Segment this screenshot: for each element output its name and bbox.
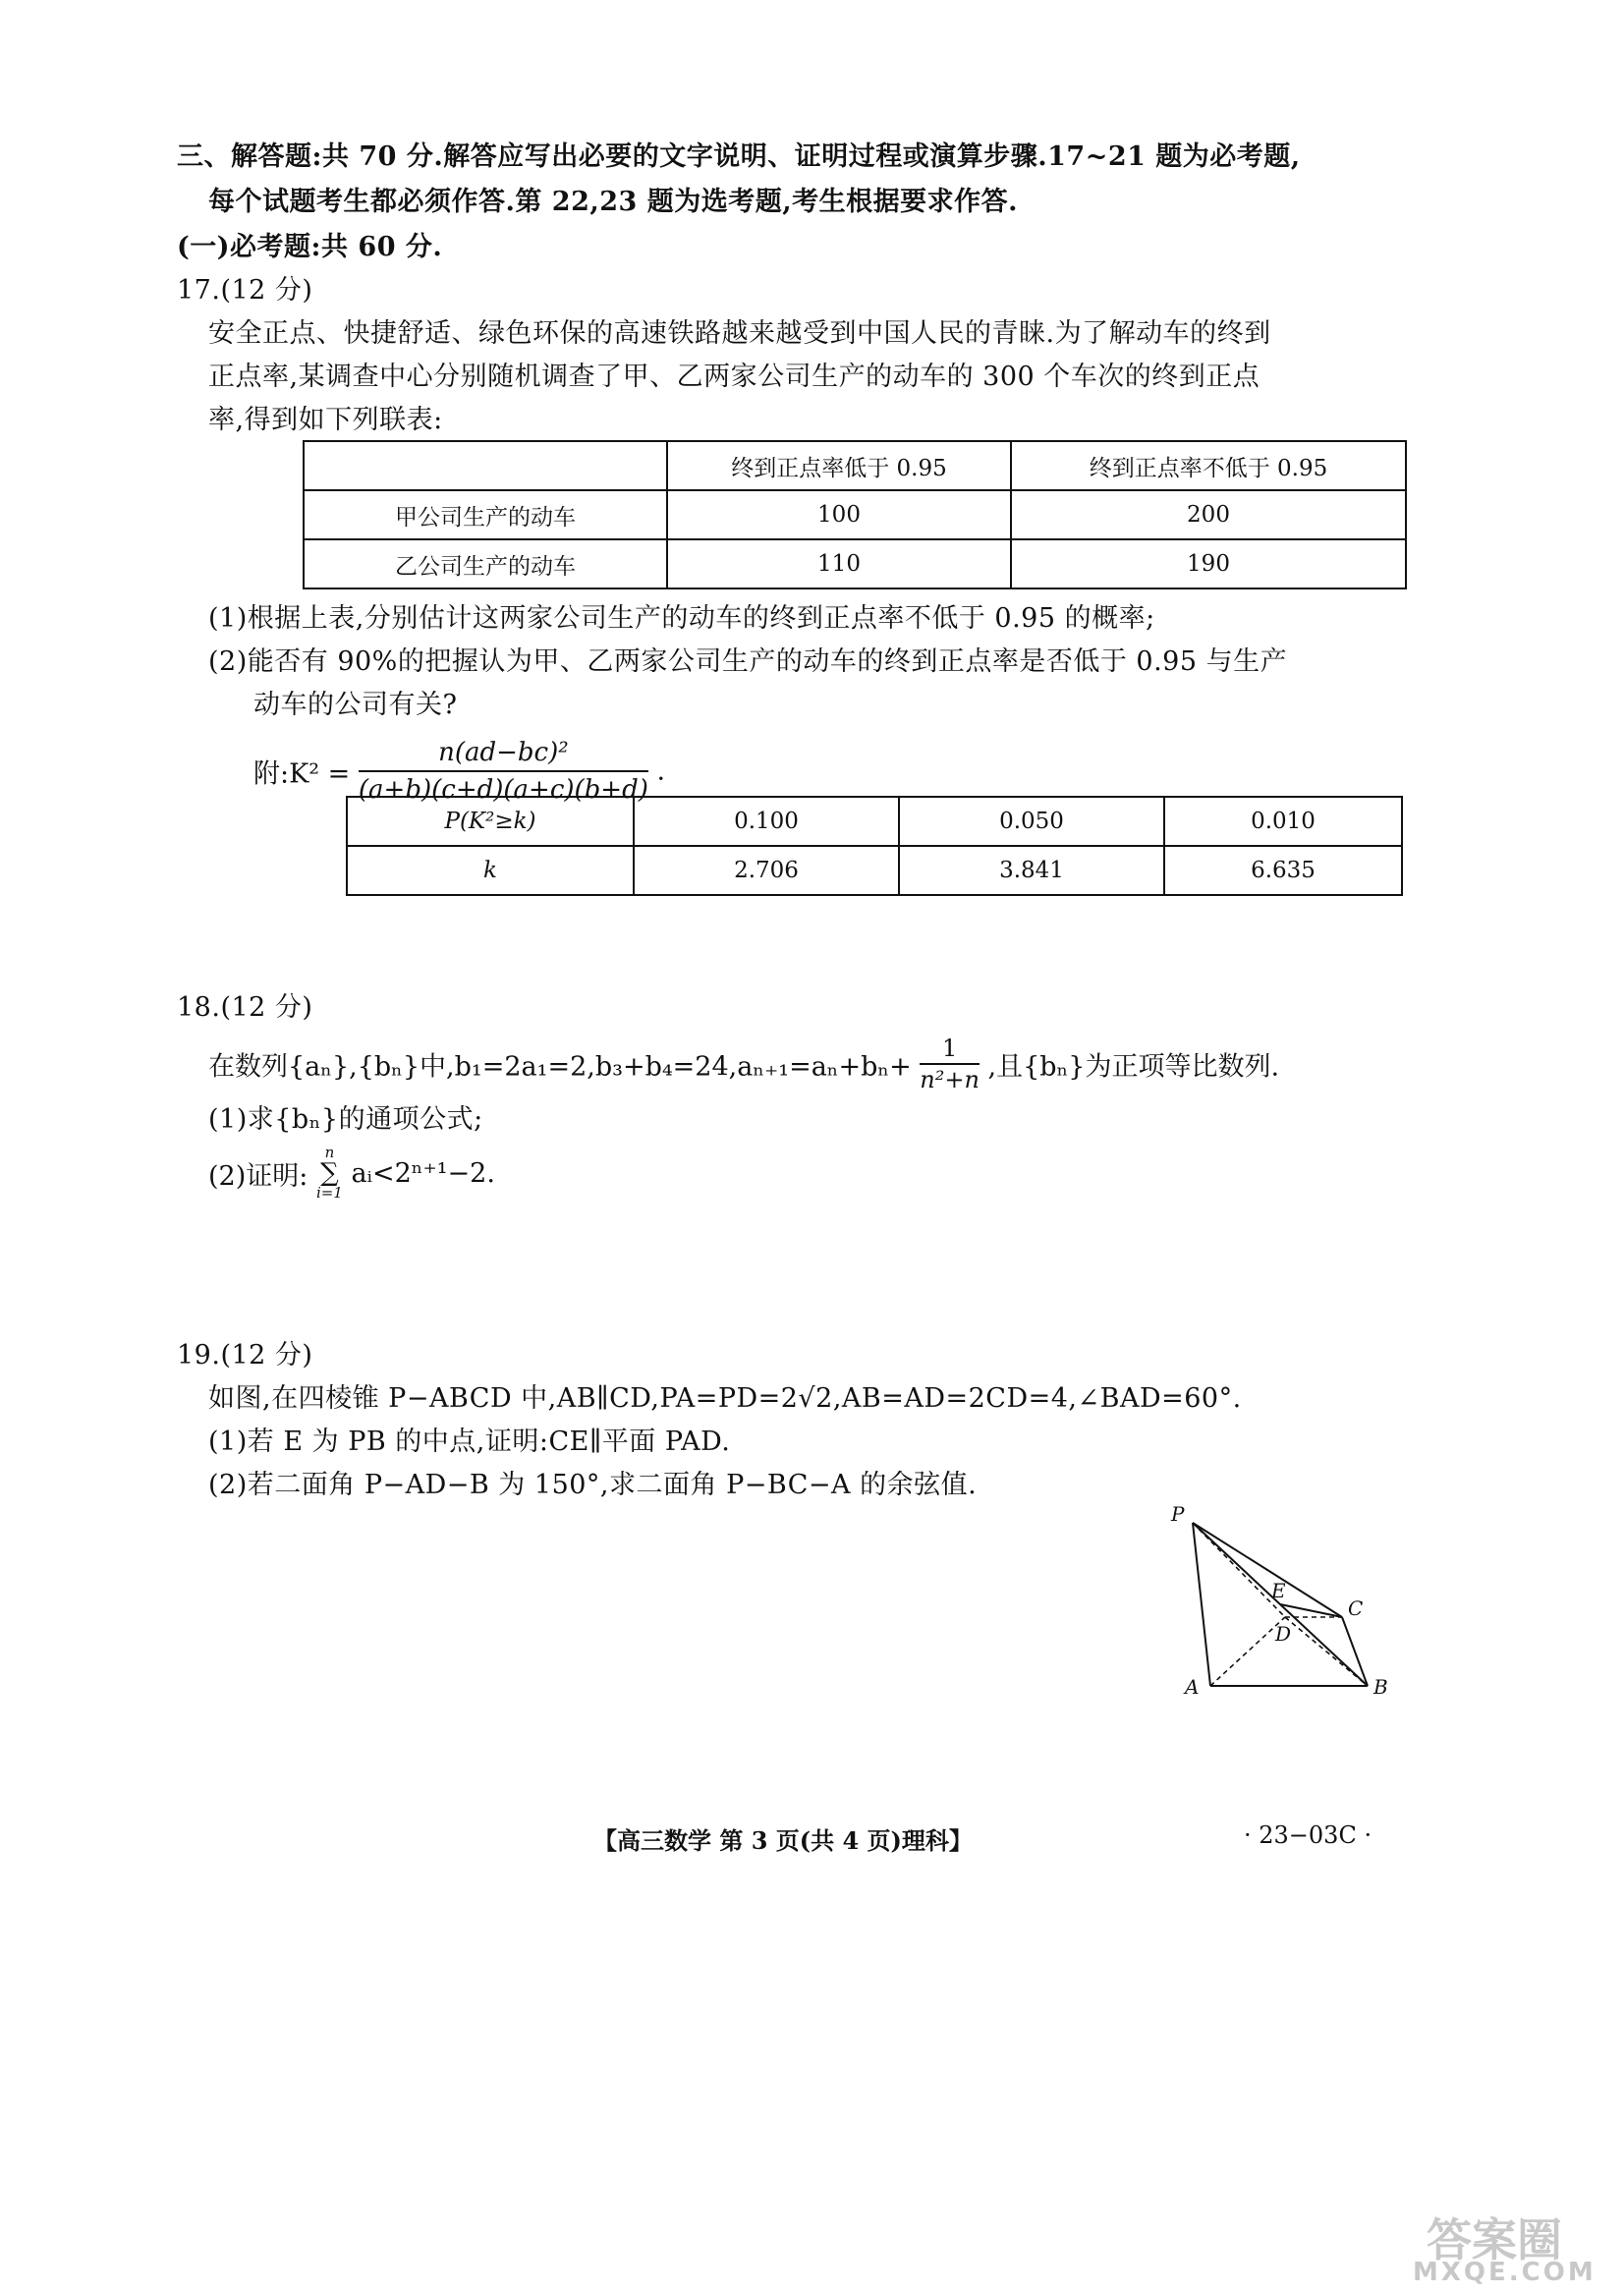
table-header-cell: 终到正点率不低于 0.95: [1011, 441, 1406, 490]
table-row: [304, 441, 1406, 490]
q17-intro-line1: 安全正点、快捷舒适、绿色环保的高速铁路越来越受到中国人民的青睐.为了解动车的终到: [208, 318, 1271, 349]
watermark-url: MXQE.COM: [1413, 2258, 1596, 2287]
q18-part2: [208, 1146, 495, 1224]
formula-denominator: (a+b)(c+d)(a+c)(b+d): [358, 775, 648, 805]
formula-numerator: n(ad−bc)²: [359, 735, 648, 772]
q17-part2-line2: 动车的公司有关?: [253, 690, 458, 720]
summation: [316, 1146, 343, 1201]
watermark-logo: 答案圈: [1427, 2213, 1562, 2267]
sum-symbol: ∑: [320, 1158, 339, 1188]
table-header-cell: 终到正点率低于 0.95: [667, 441, 1011, 490]
q19-number: 19.(12 分): [177, 1340, 313, 1371]
section-header-line1: 三、解答题:共 70 分.解答应写出必要的文字说明、证明过程或演算步骤.17~21 题为必考题,: [177, 141, 1301, 172]
q19-stem: 如图,在四棱锥 P−ABCD 中,AB∥CD,PA=PD=2√2,AB=AD=2CD=4,∠BAD=60°.: [208, 1383, 1242, 1414]
q18-stem-part-a: 在数列{aₙ},{bₙ}中,b₁=2a₁=2,b₃+b₄=24,aₙ₊₁=aₙ+bₙ+: [208, 1051, 912, 1083]
formula-label: 附:K² =: [253, 758, 351, 790]
sum-lower: i=1: [315, 1184, 343, 1202]
q18-number: 18.(12 分): [177, 992, 313, 1023]
table-cell: P(K²≥k): [347, 797, 634, 846]
q17-intro-line3: 率,得到如下列联表:: [208, 405, 443, 435]
pyramid-figure: [1159, 1493, 1425, 1709]
table-cell: 200: [1011, 490, 1406, 539]
q18-fraction: [920, 1034, 980, 1094]
label-C: C: [1348, 1596, 1364, 1620]
table-row: [347, 797, 1402, 846]
q18-part2-rest: aᵢ<2ⁿ⁺¹−2.: [351, 1157, 495, 1189]
label-A: A: [1185, 1675, 1200, 1699]
sum-upper: n: [324, 1144, 335, 1161]
table-cell: 0.010: [1164, 797, 1402, 846]
footer-code: · 23−03C ·: [1244, 1821, 1372, 1849]
q18-part1: (1)求{bₙ}的通项公式;: [208, 1104, 483, 1135]
q18-stem-part-b: ,且{bₙ}为正项等比数列.: [987, 1051, 1280, 1083]
table-cell: 100: [667, 490, 1011, 539]
label-P: P: [1171, 1502, 1185, 1526]
q19-part1: (1)若 E 为 PB 的中点,证明:CE∥平面 PAD.: [208, 1427, 731, 1457]
q17-number: 17.(12 分): [177, 275, 313, 306]
edge-PA: [1193, 1523, 1210, 1686]
table-cell: 甲公司生产的动车: [304, 490, 667, 539]
table-cell: 3.841: [899, 846, 1164, 895]
table-cell: 0.050: [899, 797, 1164, 846]
table-cell: 2.706: [634, 846, 899, 895]
table-row: [304, 539, 1406, 588]
label-D: D: [1275, 1622, 1292, 1646]
q17-part2-line1: (2)能否有 90%的把握认为甲、乙两家公司生产的动车的终到正点率是否低于 0.95 与生产: [208, 646, 1288, 677]
q17-part1: (1)根据上表,分别估计这两家公司生产的动车的终到正点率不低于 0.95 的概率;: [208, 603, 1155, 634]
label-B: B: [1373, 1675, 1388, 1699]
section-header-line2: 每个试题考生都必须作答.第 22,23 题为选考题,考生根据要求作答.: [208, 187, 1019, 217]
q17-intro-line2: 正点率,某调查中心分别随机调查了甲、乙两家公司生产的动车的 300 个车次的终到正点: [208, 362, 1260, 392]
table-cell: k: [347, 846, 634, 895]
q17-reference-table: [346, 796, 1403, 896]
section-subheader: (一)必考题:共 60 分.: [177, 232, 443, 262]
q18-fraction-numerator: 1: [920, 1034, 980, 1065]
label-E: E: [1271, 1579, 1286, 1602]
table-cell: 190: [1011, 539, 1406, 588]
table-header-cell: [304, 441, 667, 490]
table-row: [304, 490, 1406, 539]
q19-part2: (2)若二面角 P−AD−B 为 150°,求二面角 P−BC−A 的余弦值.: [208, 1470, 978, 1500]
table-row: [347, 846, 1402, 895]
q17-contingency-table: [303, 440, 1407, 589]
q18-stem: [208, 1034, 1279, 1094]
edge-AD: [1210, 1617, 1285, 1686]
footer-page-info: 【高三数学 第 3 页(共 4 页)理科】: [593, 1826, 973, 1855]
edge-PC: [1193, 1523, 1342, 1617]
q18-part2-prefix: (2)证明:: [208, 1160, 308, 1192]
table-cell: 6.635: [1164, 846, 1402, 895]
edge-PD: [1193, 1523, 1285, 1617]
formula-end: .: [656, 756, 666, 787]
table-cell: 0.100: [634, 797, 899, 846]
table-cell: 乙公司生产的动车: [304, 539, 667, 588]
table-cell: 110: [667, 539, 1011, 588]
q18-fraction-denominator: n²+n: [920, 1066, 980, 1093]
